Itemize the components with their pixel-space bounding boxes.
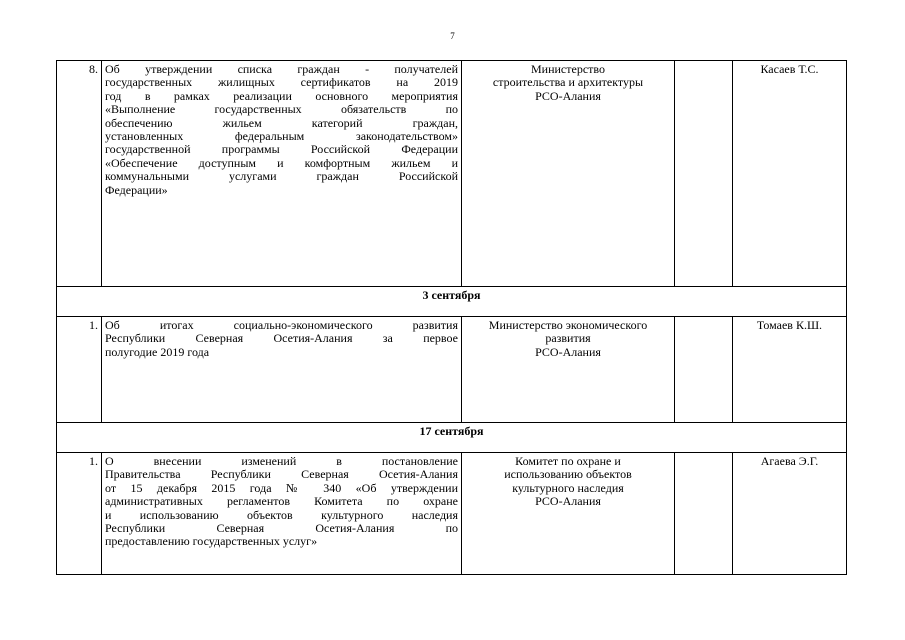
- text-line: Об утверждении списка граждан - получателей: [105, 62, 458, 76]
- item-text: [102, 61, 462, 287]
- org-line: РСО-Алания: [535, 344, 601, 359]
- text-line: коммунальными услугами граждан Российской: [105, 169, 458, 184]
- section-row: [57, 287, 847, 317]
- table-row: [57, 61, 847, 287]
- section-date: 17 сентября: [57, 423, 847, 453]
- text-line: обеспечению жильем категорий граждан,: [105, 115, 458, 130]
- item-number: 1.: [57, 317, 102, 423]
- table-row: [57, 317, 847, 423]
- text-line: государственных жилищных сертификатов на 2019: [105, 75, 458, 90]
- section-date: 3 сентября: [57, 287, 847, 317]
- org-line: развития: [545, 331, 591, 346]
- org-line: Комитет по охране и: [515, 454, 621, 468]
- responsible-person: Касаев Т.С.: [733, 61, 847, 287]
- text-line: государственной программы Российской Федерации: [105, 142, 458, 157]
- table-row: [57, 453, 847, 575]
- page-number: 7: [450, 31, 455, 41]
- org-line: РСО-Алания: [535, 494, 601, 509]
- text-line: полугодие 2019 года: [105, 344, 210, 359]
- section-row: [57, 423, 847, 453]
- responsible-person: Агаева Э.Г.: [733, 453, 847, 575]
- org-line: Министерство: [531, 62, 605, 76]
- empty-cell: [675, 453, 733, 575]
- text-line: Об итогах социально-экономического развития: [105, 318, 458, 332]
- text-line: год в рамках реализации основного мероприятия: [105, 88, 458, 103]
- item-text: [102, 317, 462, 423]
- text-line: Федерации»: [105, 182, 168, 197]
- org-line: культурного наследия: [512, 480, 624, 495]
- text-line: и использованию объектов культурного наследия: [105, 507, 458, 522]
- text-line: установленных федеральным законодательством»: [105, 129, 458, 144]
- org-line: строительства и архитектуры: [492, 75, 644, 90]
- text-line: предоставлению государственных услуг»: [105, 534, 318, 549]
- item-number: 8.: [57, 61, 102, 287]
- responsible-organization: [462, 317, 675, 423]
- responsible-person: Томаев К.Ш.: [733, 317, 847, 423]
- org-line: РСО-Алания: [535, 88, 601, 103]
- agenda-table: [56, 60, 847, 575]
- text-line: Правительства Республики Северная Осетия-Алания: [105, 467, 458, 482]
- empty-cell: [675, 61, 733, 287]
- empty-cell: [675, 317, 733, 423]
- org-line: использованию объектов: [504, 467, 632, 482]
- text-line: Республики Северная Осетия-Алания по: [105, 521, 458, 536]
- text-line: административных регламентов Комитета по охране: [105, 494, 458, 509]
- item-number: 1.: [57, 453, 102, 575]
- responsible-organization: [462, 453, 675, 575]
- text-line: «Выполнение государственных обязательств по: [105, 102, 458, 117]
- text-line: «Обеспечение доступным и комфортным жильем и: [105, 155, 458, 170]
- text-line: О внесении изменений в постановление: [105, 454, 458, 468]
- responsible-organization: [462, 61, 675, 287]
- text-line: от 15 декабря 2015 года № 340 «Об утверждении: [105, 480, 458, 495]
- org-line: Министерство экономического: [488, 318, 648, 332]
- text-line: Республики Северная Осетия-Алания за первое: [105, 331, 458, 346]
- item-text: [102, 453, 462, 575]
